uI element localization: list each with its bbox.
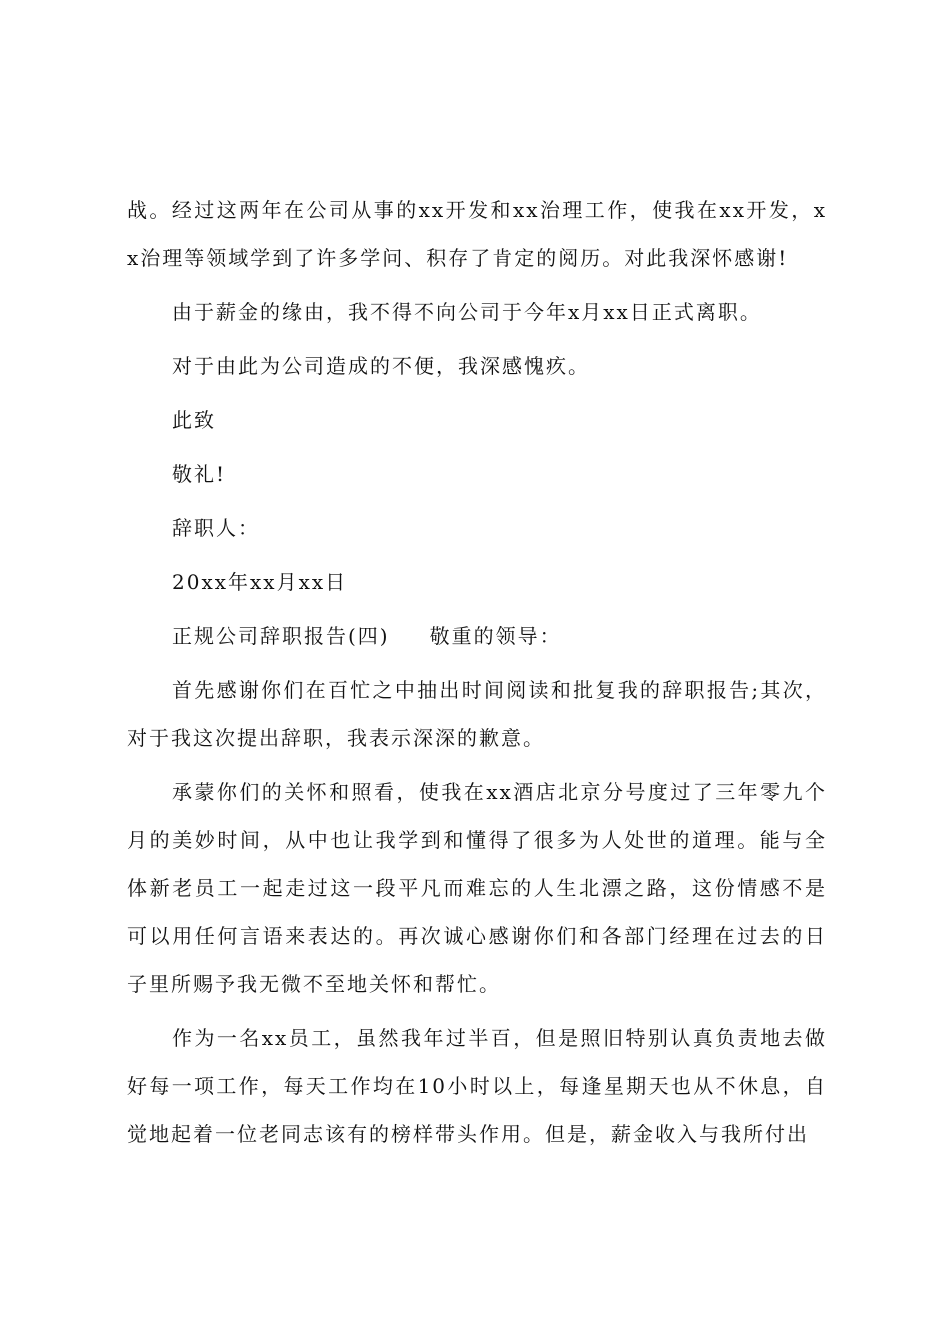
date-line: 20xx年xx月xx日	[172, 570, 348, 594]
closing-salutation: 此致	[172, 408, 216, 432]
section-title-line	[127, 612, 827, 660]
document-body	[127, 186, 827, 1158]
paragraph-apology: 对于由此为公司造成的不便，我深感愧疚。	[172, 354, 590, 378]
section-title: 正规公司辞职报告(四)	[172, 624, 390, 648]
paragraph-work-duties: 作为一名xx员工，虽然我年过半百，但是照旧特别认真负责地去做好每一项工作，每天工作均在10小时以上，每逢星期天也从不休息，自觉地起着一位老同志该有的榜样带头作用。但是，薪金收入与我所付出	[127, 1026, 827, 1146]
greeting: 敬重的领导：	[429, 624, 562, 648]
signature-label: 辞职人：	[172, 516, 260, 540]
closing-regards: 敬礼!	[172, 462, 227, 486]
paragraph-resignation-reason: 由于薪金的缘由，我不得不向公司于今年x月xx日正式离职。	[172, 300, 762, 324]
paragraph-gratitude: 承蒙你们的关怀和照看，使我在xx酒店北京分号度过了三年零九个月的美妙时间，从中也让我学到和懂得了很多为人处世的道理。能与全体新老员工一起走过这一段平凡而难忘的人生北漂之路，这份情感不是可以用任何言语来表达的。再次诚心感谢你们和各部门经理在过去的日子里所赐予我无微不至地关怀和帮忙。	[127, 780, 827, 996]
paragraph-continuation: 战。经过这两年在公司从事的xx开发和xx治理工作，使我在xx开发，xx治理等领域学到了许多学问、积存了肯定的阅历。对此我深怀感谢!	[127, 198, 827, 270]
paragraph-thanks: 首先感谢你们在百忙之中抽出时间阅读和批复我的辞职报告;其次，对于我这次提出辞职，我表示深深的歉意。	[127, 678, 827, 750]
